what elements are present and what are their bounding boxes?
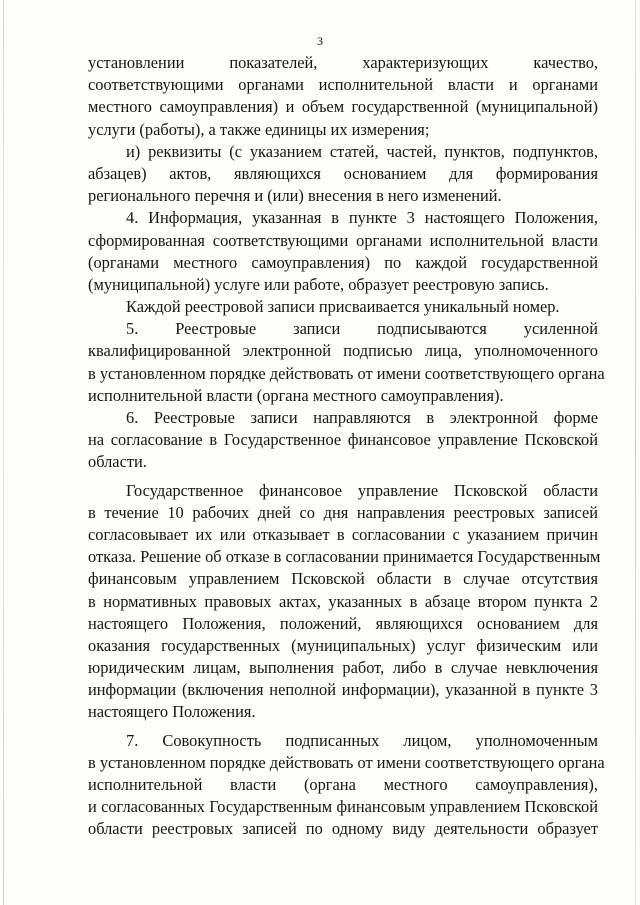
text-line: исполнительной власти (органа местного самоуправления). — [88, 385, 504, 405]
text-line: (органами местного самоуправления) по каждой государственной — [88, 252, 598, 272]
text-line: в установленном порядке действовать от имени соответствующего органа — [88, 752, 605, 772]
text-line: исполнительной власти (органа местного самоуправления), — [88, 775, 598, 794]
text-line: сформированная соответствующими органами исполнительной власти — [88, 230, 598, 250]
text-line: 6. Реестровые записи направляются в электронной форме — [126, 408, 598, 427]
text-line: и согласованных Государственным финансовым управлением Псковской — [88, 797, 598, 817]
paragraph-clause-7 — [88, 730, 605, 841]
scan-edge-left — [3, 0, 4, 905]
text-line: соответствующими органами исполнительной власти и органами — [88, 75, 598, 95]
paragraph-unique-number — [88, 296, 598, 318]
text-line: услуги (работы), а также единицы их измерения; — [88, 119, 430, 139]
text-line: и) реквизиты (с указанием статей, частей, пунктов, подпунктов, — [126, 141, 598, 161]
text-line: отказа. Решение об отказе в согласовании принимается Государственным — [88, 547, 601, 567]
paragraph-item-i — [88, 141, 598, 208]
paragraph-clause-4 — [88, 207, 598, 296]
text-line: на согласование в Государственное финансовое управление Псковской — [88, 430, 598, 450]
text-line: установлении показателей, характеризующих качество, — [88, 53, 598, 72]
text-line: в установленном порядке действовать от имени соответствующего органа — [88, 363, 605, 383]
paragraph-approval — [88, 480, 601, 724]
paragraph-clause-6 — [88, 407, 598, 474]
text-line: настоящего Положения. — [88, 702, 256, 722]
text-line: юридическим лицам, выполнения работ, либо в случае невключения — [88, 658, 598, 678]
text-line: в течение 10 рабочих дней со дня направления реестровых записей — [88, 502, 598, 522]
text-line: согласовывает их или отказывает в согласовании с указанием причин — [88, 524, 598, 544]
text-line: 7. Совокупность подписанных лицом, уполномоченным — [126, 730, 598, 750]
text-line: финансовым управлением Псковской области в случае отсутствия — [88, 569, 598, 589]
text-line: оказания государственных (муниципальных) услуг физическим или — [88, 635, 598, 655]
paragraph-continuation — [88, 52, 598, 141]
scan-edge-right — [635, 0, 636, 905]
paragraph-clause-5 — [88, 318, 605, 407]
text-line: 4. Информация, указанная в пункте 3 настоящего Положения, — [126, 208, 598, 228]
document-body — [88, 52, 605, 841]
text-line: регионального перечня и (или) внесения в него изменений. — [88, 186, 502, 206]
text-line: местного самоуправления) и объем государственной (муниципальной) — [88, 97, 598, 117]
page-number: 3 — [317, 34, 323, 48]
text-line: области реестровых записей по одному виду деятельности образует — [88, 819, 598, 839]
text-line: Каждой реестровой записи присваивается уникальный номер. — [126, 297, 560, 317]
text-line: 5. Реестровые записи подписываются усиленной — [126, 319, 598, 339]
text-line: Государственное финансовое управление Псковской области — [126, 480, 598, 500]
text-line: информации (включения неполной информации), указанной в пункте 3 — [88, 680, 598, 700]
text-line: квалифицированной электронной подписью лица, уполномоченного — [88, 341, 598, 361]
text-line: настоящего Положения, положений, являющихся основанием для — [88, 613, 598, 633]
text-line: области. — [88, 452, 147, 472]
text-line: абзацев) актов, являющихся основанием для формирования — [88, 163, 598, 183]
text-line: в нормативных правовых актах, указанных в абзаце втором пункта 2 — [88, 591, 598, 611]
text-line: (муниципальной) услуге или работе, образует реестровую запись. — [88, 274, 549, 294]
